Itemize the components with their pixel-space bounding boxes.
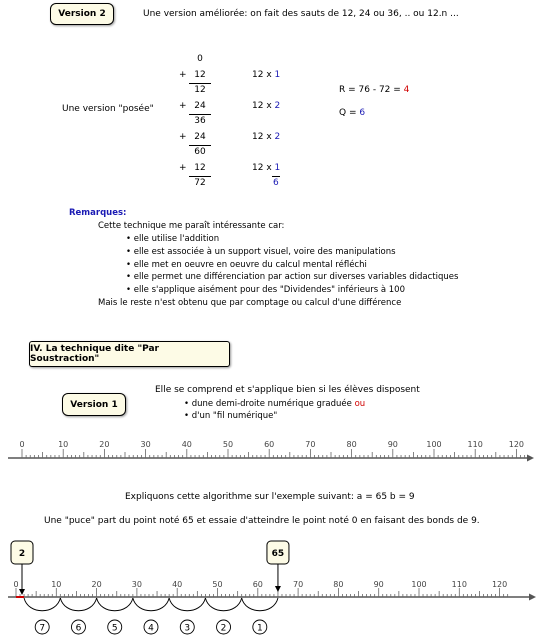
remainder-line	[339, 85, 409, 95]
tick-label: 0	[19, 440, 25, 449]
bullet-dot: •	[126, 234, 134, 244]
tick-label: 120	[508, 440, 525, 449]
bullet-dot: •	[126, 259, 134, 270]
column-value: 36	[194, 116, 206, 126]
tick-label: 90	[387, 440, 398, 449]
bullet-dot: •	[126, 246, 134, 257]
jump-number: 4	[148, 623, 154, 634]
start-arrow-head	[275, 586, 281, 592]
jump-arc	[169, 598, 205, 611]
remarque-text: elle s'applique aisément pour des "Dividendes" inférieurs à 100	[133, 285, 405, 296]
tick-label: 50	[212, 580, 223, 589]
jump-arc	[97, 598, 133, 611]
multiplier-prefix: 12 x	[252, 100, 275, 111]
column-value: 12	[194, 85, 206, 95]
section4-title-box	[29, 341, 230, 367]
remainder-prefix: R = 76 - 72 =	[339, 85, 404, 95]
remarque-text: elle permet une différenciation par action sur diverses variables didactiques	[133, 272, 459, 283]
jump-number: 5	[111, 623, 118, 634]
column-value: 0	[197, 54, 203, 64]
sum-line	[189, 145, 211, 146]
tick-label: 0	[13, 580, 19, 589]
multiplier	[252, 163, 280, 173]
jump-arc	[205, 598, 241, 611]
tick-label: 70	[293, 580, 304, 589]
version1-intro: Elle se comprend et s'applique bien si les élèves disposent	[155, 385, 420, 395]
tick-label: 40	[181, 440, 192, 449]
jump-number: 3	[184, 623, 191, 634]
column-value: 60	[194, 147, 206, 157]
box-label: 2	[18, 549, 26, 559]
number-line-1	[0, 437, 549, 467]
tick-label: 50	[222, 440, 234, 449]
remarque-item	[126, 272, 458, 282]
tick-label: 20	[91, 580, 102, 589]
column-value: 12	[194, 69, 206, 80]
multiplier	[252, 101, 280, 111]
plus-sign: +	[179, 100, 187, 111]
sum-line	[189, 114, 211, 115]
multiplier-factor: 1	[274, 162, 281, 173]
factor-total: 6	[273, 178, 279, 188]
tick-label: 120	[491, 580, 508, 589]
multiplier-prefix: 12 x	[252, 69, 275, 80]
tick-label: 10	[51, 580, 62, 589]
example-line1: Expliquons cette algorithme sur l'exemple suivant: a = 65 b = 9	[125, 492, 415, 502]
tick-label: 110	[451, 580, 467, 589]
remarques-intro: Cette technique me paraît intéressante car:	[98, 221, 285, 231]
jump-arc	[24, 598, 60, 611]
factor-sum-line	[272, 176, 280, 177]
tick-label: 80	[333, 580, 344, 589]
column-value: 12	[194, 162, 206, 173]
remarque-text: elle utilise l'addition	[133, 234, 220, 244]
multiplier	[252, 132, 280, 142]
posee-label: Une version "posée"	[62, 104, 154, 114]
jump-number: 7	[39, 623, 46, 634]
quotient-prefix: Q =	[339, 108, 360, 118]
remainder-value: 4	[403, 85, 410, 95]
version1-item2	[184, 411, 277, 421]
multiplier-prefix: 12 x	[252, 131, 275, 142]
bullet-dot: •	[126, 285, 134, 296]
tick-label: 70	[305, 440, 316, 449]
remarque-item	[126, 285, 405, 295]
axis-arrow	[529, 594, 536, 601]
quotient-value: 6	[359, 108, 366, 118]
remarques-title: Remarques:	[69, 208, 127, 218]
sum-line	[189, 83, 211, 84]
quotient-line	[339, 108, 365, 118]
tick-label: 10	[58, 440, 69, 449]
version2-badge-label: Version 2	[58, 9, 106, 19]
box-label: 65	[271, 549, 285, 559]
jump-number: 6	[75, 623, 82, 634]
plus-sign: +	[179, 69, 187, 80]
version2-badge	[50, 3, 114, 25]
multiplier-prefix: 12 x	[252, 162, 275, 173]
plus-sign: +	[179, 131, 187, 142]
multiplier-factor: 1	[274, 69, 281, 80]
remarque-item	[126, 260, 367, 270]
multiplier-factor: 2	[274, 100, 281, 111]
column-value: 24	[194, 131, 206, 142]
jump-arc	[60, 598, 96, 611]
version1-badge-label: Version 1	[70, 399, 118, 410]
remarque-text: elle met en oeuvre en oeuvre du calcul mental réfléchi	[133, 259, 367, 270]
version1-item1	[184, 399, 365, 409]
column-value: 72	[194, 178, 206, 188]
remarque-item	[126, 234, 219, 244]
remarque-item	[126, 247, 396, 257]
start-box	[267, 541, 289, 564]
tick-label: 110	[467, 440, 483, 449]
jump-number: 1	[256, 623, 263, 634]
tick-label: 30	[140, 440, 151, 449]
tick-label: 90	[373, 580, 384, 589]
tick-label: 100	[411, 580, 427, 589]
jump-arc	[242, 598, 278, 611]
remainder-box	[11, 541, 33, 564]
tick-label: 30	[131, 580, 142, 589]
version2-intro: Une version améliorée: on fait des sauts de 12, 24 ou 36, .. ou 12.n ...	[143, 9, 459, 19]
plus-sign: +	[179, 162, 187, 173]
number-line-2	[0, 535, 549, 640]
column-value: 24	[194, 100, 206, 111]
sum-line	[189, 176, 211, 177]
tick-label: 20	[99, 440, 110, 449]
version1-item1-ou: ou	[354, 399, 366, 409]
example-line2: Une "puce" part du point noté 65 et essaie d'atteindre le point noté 0 en faisant des bonds de 9.	[44, 516, 480, 526]
version1-item1-text: dune demi-droite numérique graduée	[191, 399, 355, 409]
bullet-dot: •	[184, 411, 192, 421]
tick-label: 100	[426, 440, 442, 449]
tick-label: 60	[264, 440, 275, 449]
jump-number: 2	[220, 623, 227, 634]
multiplier	[252, 70, 280, 80]
tick-label: 40	[172, 580, 183, 589]
tick-label: 80	[346, 440, 357, 449]
remarques-conclusion: Mais le reste n'est obtenu que par comptage ou calcul d'une différence	[98, 298, 402, 308]
version1-badge	[62, 393, 126, 416]
bullet-dot: •	[184, 399, 192, 409]
version1-item2-text: d'un "fil numérique"	[191, 411, 278, 421]
multiplier-factor: 2	[274, 131, 281, 142]
remarque-text: elle est associée à un support visuel, voire des manipulations	[133, 246, 396, 257]
tick-label: 60	[252, 580, 263, 589]
jump-arc	[133, 598, 169, 611]
axis-arrow	[527, 455, 534, 462]
section4-title: IV. La technique dite "Par Soustraction"	[30, 344, 159, 364]
bullet-dot: •	[126, 272, 134, 283]
